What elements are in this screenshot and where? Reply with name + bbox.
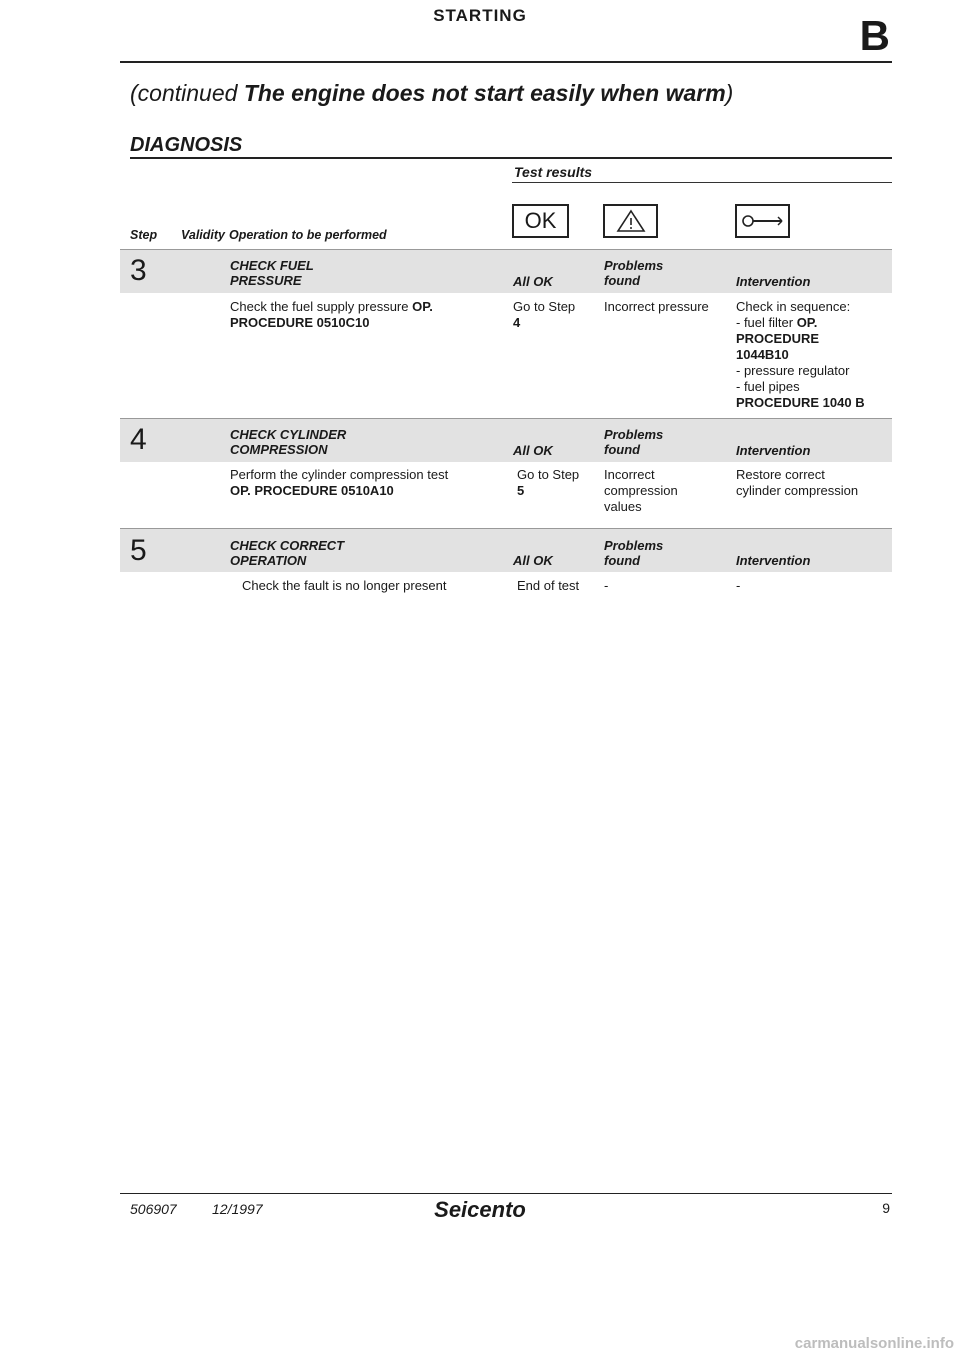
subtitle-prefix: (continued bbox=[130, 80, 244, 106]
step-4-intervention: Intervention bbox=[736, 443, 811, 458]
step-5-check-line2: OPERATION bbox=[230, 553, 307, 568]
step-5-problems bbox=[604, 538, 663, 568]
step-5-problems-line2: found bbox=[604, 553, 641, 568]
step-3-problems-line1: Problems bbox=[604, 258, 664, 273]
test-results-label: Test results bbox=[514, 164, 593, 180]
step-3-ok-line1: Go to Step bbox=[513, 299, 576, 314]
step-3-operation-text: Check the fuel supply pressure bbox=[230, 299, 413, 314]
step-4-interv-line2: cylinder compression bbox=[736, 483, 859, 498]
step-5-check bbox=[230, 538, 344, 568]
step-4-ok-line1: Go to Step bbox=[517, 467, 580, 482]
step-3-ok-result bbox=[513, 299, 575, 331]
step-3-check-line1: CHECK FUEL bbox=[230, 258, 314, 273]
step-5-problems-line1: Problems bbox=[604, 538, 664, 553]
step-4-problems bbox=[604, 427, 663, 457]
step-5-intervention-text: - bbox=[736, 578, 741, 593]
column-validity: Validity bbox=[181, 228, 225, 242]
step-3-interv-line1: Check in sequence: bbox=[736, 299, 851, 314]
footer-rule bbox=[120, 1193, 892, 1194]
step-3-interv-line2: - fuel filter bbox=[736, 315, 797, 330]
step-4-operation-text: Perform the cylinder compression test bbox=[230, 467, 449, 482]
page-number: 9 bbox=[882, 1200, 890, 1216]
step-5-intervention: Intervention bbox=[736, 553, 811, 568]
step-4-problem-line2: compression bbox=[604, 483, 678, 498]
page-subtitle bbox=[130, 80, 733, 107]
step-3-problem-result bbox=[604, 299, 709, 315]
footer-brand: Seicento bbox=[434, 1197, 526, 1222]
header-rule bbox=[120, 61, 892, 63]
step-3-operation-procedure: PROCEDURE 0510C10 bbox=[230, 315, 370, 330]
watermark: carmanualsonline.info bbox=[794, 1335, 954, 1352]
step-3-interv-line7: PROCEDURE 1040 B bbox=[736, 395, 865, 410]
step-3-problem-line: Incorrect pressure bbox=[604, 299, 709, 314]
step-4-problems-line2: found bbox=[604, 442, 641, 457]
subtitle-bold: The engine does not start easily when warm bbox=[243, 80, 726, 106]
test-results-rule bbox=[512, 182, 892, 183]
step-3-operation bbox=[230, 299, 502, 331]
step-3-intervention: Intervention bbox=[736, 274, 811, 289]
step-3-intervention-text bbox=[736, 299, 865, 411]
step-4-problems-line1: Problems bbox=[604, 427, 664, 442]
step-4-operation-procedure: OP. PROCEDURE 0510A10 bbox=[230, 483, 394, 498]
footer-code: 506907 bbox=[130, 1201, 177, 1217]
step-3-interv-line6: - fuel pipes bbox=[736, 379, 800, 394]
step-4-ok-line2: 5 bbox=[517, 483, 525, 498]
step-5-operation: Check the fault is no longer present bbox=[242, 578, 447, 593]
step-4-problem-line3: values bbox=[604, 499, 642, 514]
step-3-number: 3 bbox=[130, 254, 147, 287]
section-letter: B bbox=[859, 12, 890, 59]
step-4-number: 4 bbox=[130, 423, 147, 456]
footer-date: 12/1997 bbox=[212, 1201, 263, 1217]
ok-icon-label: OK bbox=[524, 208, 557, 233]
step-4-operation bbox=[230, 467, 510, 499]
column-step: Step bbox=[130, 228, 158, 242]
step-3-check-line2: PRESSURE bbox=[230, 273, 302, 288]
step-4-check-line2: COMPRESSION bbox=[230, 442, 328, 457]
step-4-problem-result bbox=[604, 467, 678, 515]
column-operation: Operation to be performed bbox=[229, 228, 387, 242]
warning-icon bbox=[603, 204, 658, 238]
step-5-all-ok: All OK bbox=[513, 553, 553, 568]
step-3-interv-line4: 1044B10 bbox=[736, 347, 789, 362]
diagnosis-title: DIAGNOSIS bbox=[130, 134, 243, 156]
diagnosis-rule bbox=[130, 157, 892, 159]
subtitle-suffix: ) bbox=[725, 80, 734, 106]
step-3-interv-line3: PROCEDURE bbox=[736, 331, 820, 346]
step-5-check-line1: CHECK CORRECT bbox=[230, 538, 345, 553]
step-5-number: 5 bbox=[130, 534, 147, 567]
step-3-operation-op: OP. bbox=[412, 299, 433, 314]
step-3-all-ok: All OK bbox=[513, 274, 553, 289]
wrench-icon bbox=[735, 204, 790, 238]
ok-icon bbox=[512, 204, 569, 238]
step-5-problem-result: - bbox=[604, 578, 609, 593]
step-3-interv-line5: - pressure regulator bbox=[736, 363, 850, 378]
step-3-interv-line2-bold: OP. bbox=[796, 315, 818, 330]
step-4-interv-line1: Restore correct bbox=[736, 467, 825, 482]
section-title: STARTING bbox=[433, 6, 527, 25]
step-4-ok-result bbox=[517, 467, 579, 499]
step-4-check bbox=[230, 427, 346, 457]
step-3-check bbox=[230, 258, 314, 288]
step-5-ok-result: End of test bbox=[517, 578, 580, 593]
step-4-all-ok: All OK bbox=[513, 443, 553, 458]
step-4-check-line1: CHECK CYLINDER bbox=[230, 427, 347, 442]
step-3-ok-line2: 4 bbox=[513, 315, 521, 330]
step-4-problem-line1: Incorrect bbox=[604, 467, 655, 482]
step-4-intervention-text bbox=[736, 467, 858, 499]
step-3-problems bbox=[604, 258, 663, 288]
step-3-problems-line2: found bbox=[604, 273, 641, 288]
